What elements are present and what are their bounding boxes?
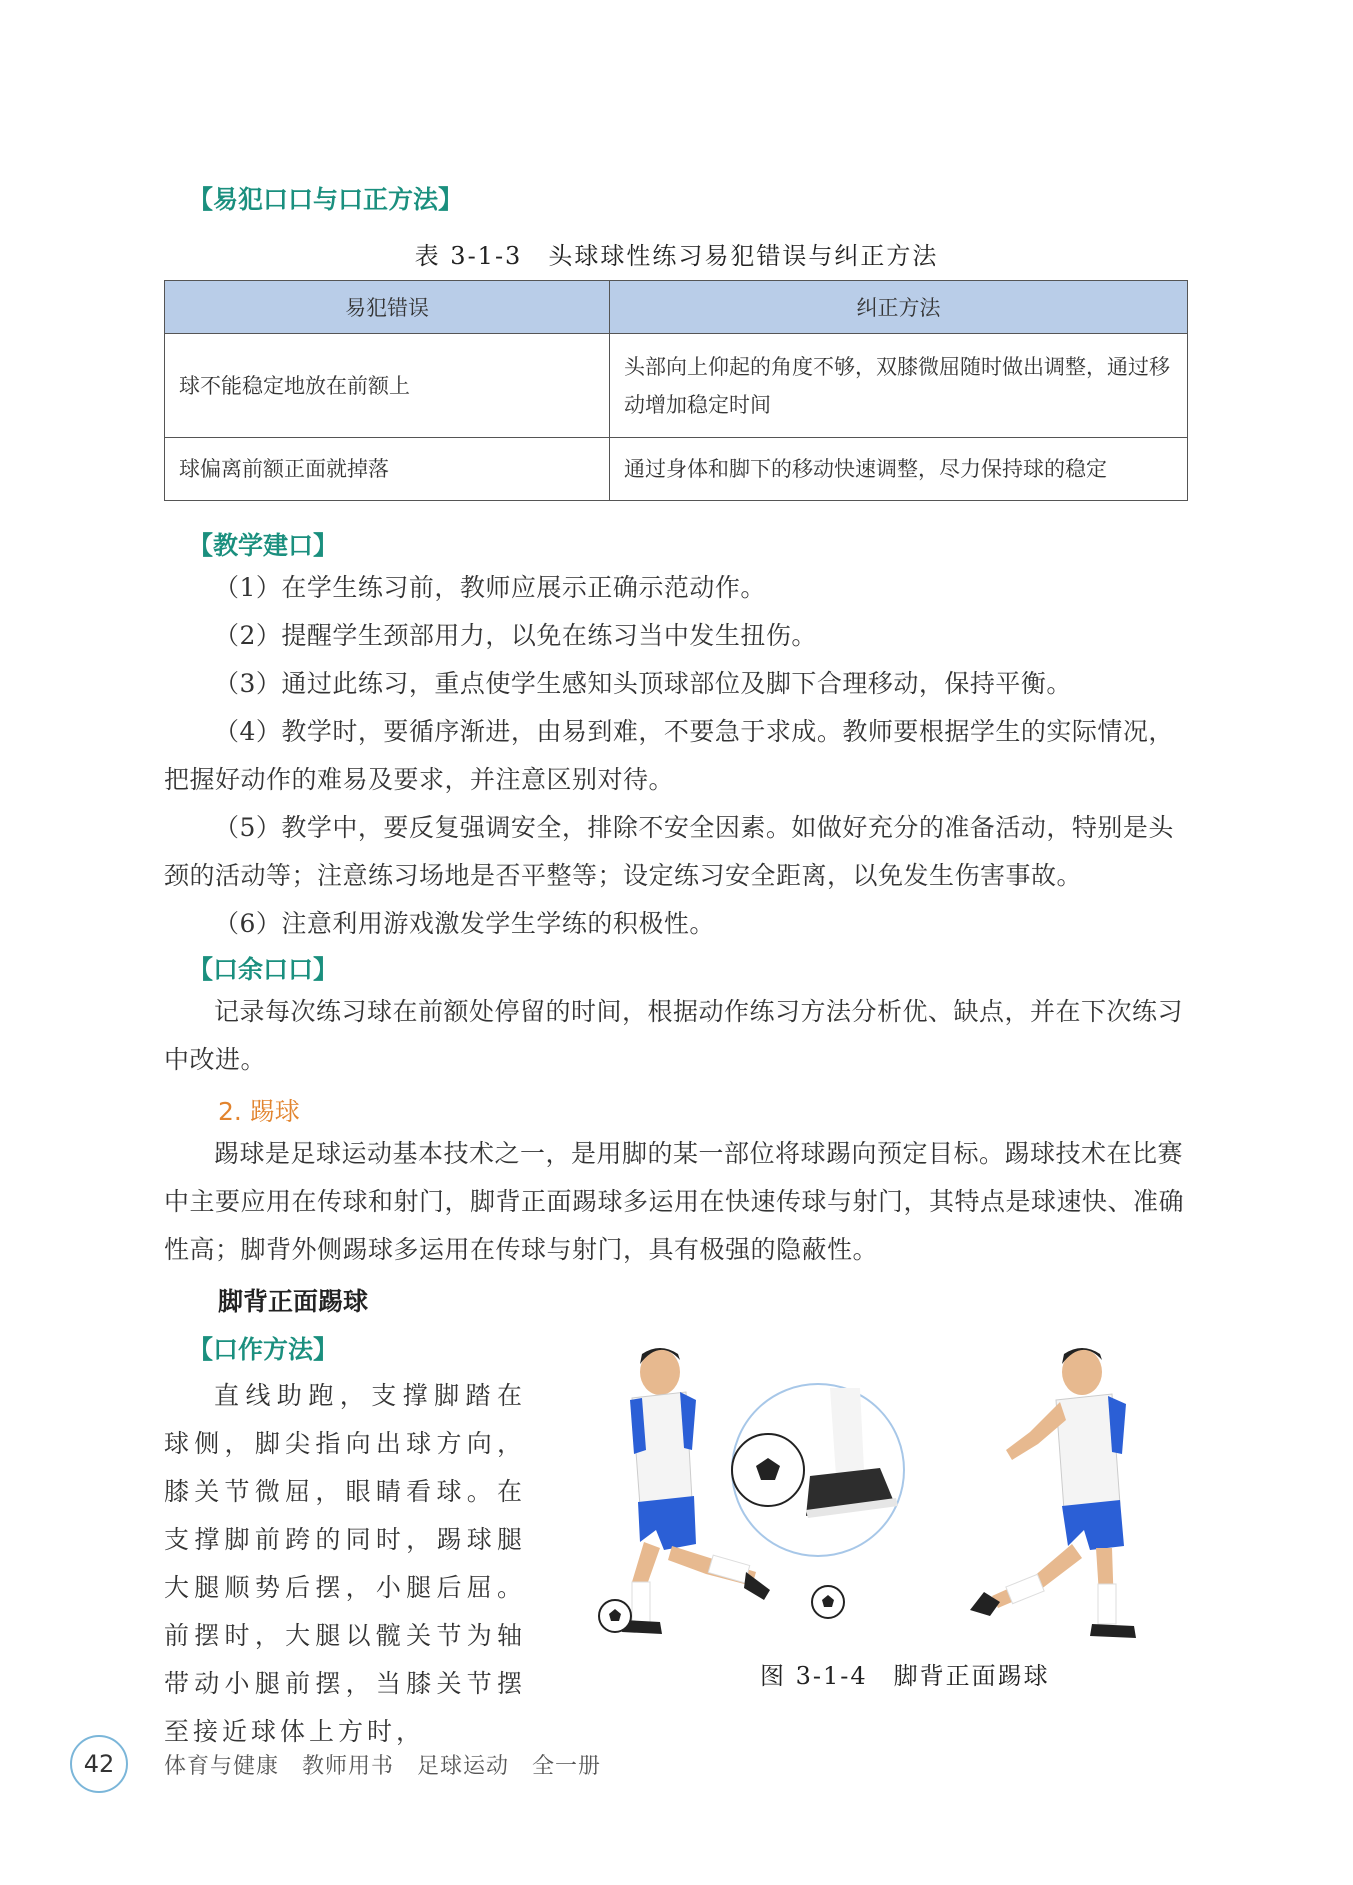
list-item: （6）注意利用游戏激发学生学练的积极性。 bbox=[214, 909, 715, 938]
table-cell-error: 球偏离前额正面就掉落 bbox=[165, 438, 610, 501]
section-heading-common-mistakes: 【易犯口口与口正方法】 bbox=[188, 185, 464, 214]
figure-caption: 图 3-1-4 脚背正面踢球 bbox=[760, 1662, 1050, 1690]
list-item: （5）教学中，要反复强调安全，排除不安全因素。如做好充分的准备活动，特别是头颈的活动等；注意练习场地是否平整等；设定练习安全距离，以免发生伤害事故。 bbox=[164, 813, 1174, 890]
after-class-text-block bbox=[164, 988, 1188, 1084]
mistakes-table bbox=[164, 280, 1188, 501]
method-text: 直线助跑，支撑脚踏在球侧，脚尖指向出球方向，膝关节微屈，眼睛看球。在支撑脚前跨的同时，踢球腿大腿顺势后摆，小腿后屈。前摆时，大腿以髋关节为轴带动小腿前摆，当膝关节摆至接近球体上方时， bbox=[164, 1381, 526, 1746]
page-number: 42 bbox=[70, 1735, 128, 1793]
kick-title: 2. 踢球 bbox=[218, 1097, 300, 1126]
list-item: （2）提醒学生颈部用力，以免在练习当中发生扭伤。 bbox=[214, 621, 817, 650]
table-header-row bbox=[165, 281, 1188, 334]
book-title-footer: 体育与健康 教师用书 足球运动 全一册 bbox=[164, 1754, 602, 1779]
table-header-fix: 纠正方法 bbox=[610, 281, 1188, 334]
section-heading-after-class: 【口余口口】 bbox=[188, 955, 339, 984]
player-illustration-right bbox=[970, 1348, 1136, 1638]
table-cell-fix: 通过身体和脚下的移动快速调整，尽力保持球的稳定 bbox=[610, 438, 1188, 501]
closeup-foot-ball-inset bbox=[732, 1384, 904, 1556]
soccer-ball-icon bbox=[599, 1600, 631, 1632]
kick-intro-block bbox=[164, 1130, 1188, 1274]
list-item: （3）通过此练习，重点使学生感知头顶球部位及脚下合理移动，保持平衡。 bbox=[214, 669, 1072, 698]
section-heading-teaching-tips: 【教学建口】 bbox=[188, 531, 339, 560]
table-caption: 表 3-1-3 头球球性练习易犯错误与纠正方法 bbox=[414, 242, 939, 270]
table-header-error: 易犯错误 bbox=[165, 281, 610, 334]
table-cell-fix: 头部向上仰起的角度不够，双膝微屈随时做出调整，通过移动增加稳定时间 bbox=[610, 334, 1188, 438]
method-text-block bbox=[164, 1372, 526, 1756]
section-heading-method: 【口作方法】 bbox=[188, 1335, 339, 1364]
table-row bbox=[165, 334, 1188, 438]
instep-title: 脚背正面踢球 bbox=[218, 1287, 369, 1316]
list-item: （4）教学时，要循序渐进，由易到难，不要急于求成。教师要根据学生的实际情况，把握好动作的难易及要求，并注意区别对待。 bbox=[164, 717, 1174, 794]
list-item: （1）在学生练习前，教师应展示正确示范动作。 bbox=[214, 573, 766, 602]
kick-intro-text: 踢球是足球运动基本技术之一，是用脚的某一部位将球踢向预定目标。踢球技术在比赛中主要应用在传球和射门，脚背正面踢球多运用在快速传球与射门，其特点是球速快、准确性高；脚背外侧踢球多运用在传球与射门，具有极强的隐蔽性。 bbox=[164, 1139, 1185, 1264]
table-row bbox=[165, 438, 1188, 501]
after-class-text: 记录每次练习球在前额处停留的时间，根据动作练习方法分析优、缺点，并在下次练习中改进。 bbox=[164, 997, 1184, 1074]
teaching-tips-list bbox=[164, 564, 1188, 948]
table-cell-error: 球不能稳定地放在前额上 bbox=[165, 334, 610, 438]
soccer-ball-icon bbox=[812, 1586, 844, 1618]
figure-instep-kick bbox=[560, 1320, 1200, 1650]
